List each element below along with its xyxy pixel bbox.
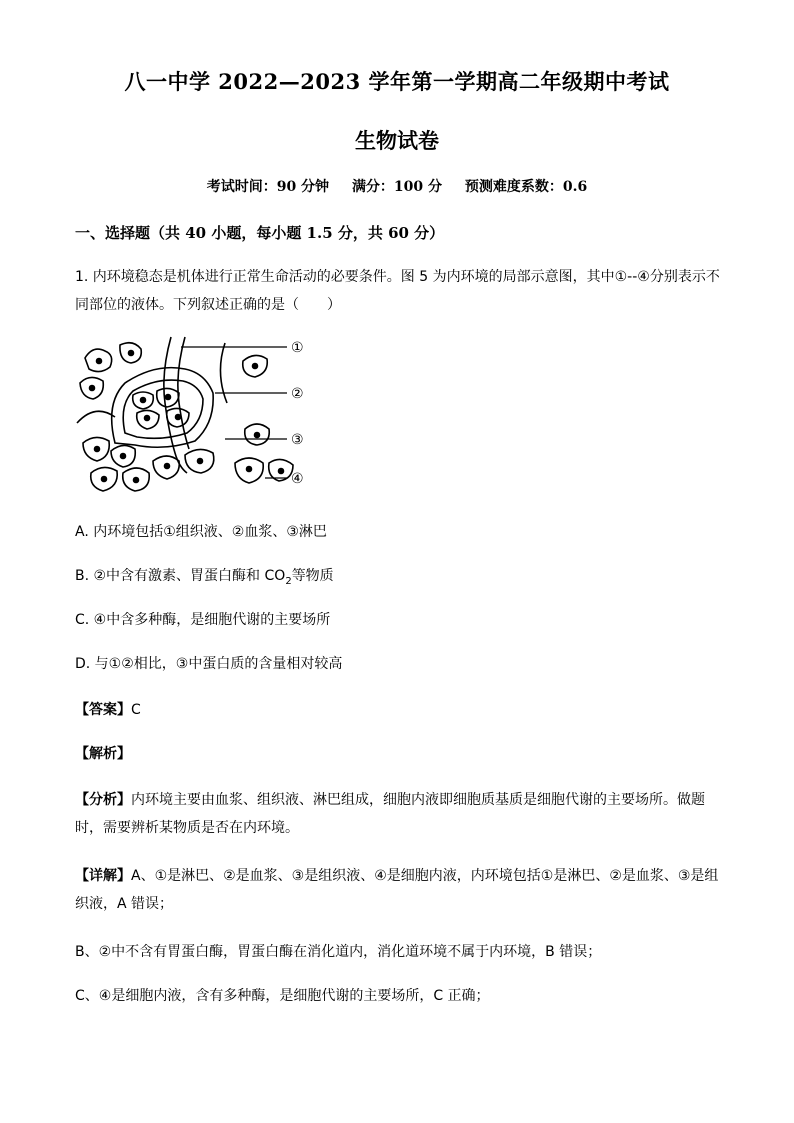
detail-tag: 【详解】 <box>75 868 131 884</box>
detail-paragraph <box>75 862 725 918</box>
option-a: A. 内环境包括①组织液、②血浆、③淋巴 <box>75 524 327 540</box>
detail-line-b: B、②中不含有胃蛋白酶，胃蛋白酶在消化道内，消化道环境不属于内环境，B 错误； <box>75 944 602 960</box>
detail-text: A、①是淋巴、②是血浆、③是组织液、④是细胞内液，内环境包括①是淋巴、②是血浆、③是组织液，A 错误； <box>75 868 719 912</box>
option-b-suffix: 等物质 <box>291 568 334 584</box>
analysis-title: 【解析】 <box>75 746 131 762</box>
option-d: D. 与①②相比，③中蛋白质的含量相对较高 <box>75 656 343 672</box>
answer-value: C <box>131 702 141 718</box>
exam-score: 满分：100 分 <box>351 179 443 195</box>
figure-label-4: ④ <box>291 471 304 487</box>
option-b-text: B. ②中含有激素、胃蛋白酶和 CO <box>75 568 286 584</box>
option-b <box>75 565 334 587</box>
analysis-tag: 【分析】 <box>75 792 131 808</box>
figure-label-1: ① <box>291 340 304 356</box>
analysis-text: 内环境主要由血浆、组织液、淋巴组成，细胞内液即细胞质基质是细胞代谢的主要场所。做题时，需要辨析某物质是否在内环境。 <box>75 792 705 836</box>
exam-time: 考试时间：90 分钟 <box>206 179 330 195</box>
leader-lines <box>181 347 287 478</box>
analysis-paragraph <box>75 786 725 842</box>
detail-line-c: C、④是细胞内液，含有多种酶，是细胞代谢的主要场所，C 正确； <box>75 988 490 1004</box>
answer-tag: 【答案】 <box>75 702 131 718</box>
option-b-subscript: 2 <box>285 575 292 587</box>
section-title: 一、选择题（共 40 小题，每小题 1.5 分，共 60 分） <box>75 224 445 242</box>
figure-label-3: ③ <box>291 432 304 448</box>
exam-info <box>0 176 794 196</box>
exam-difficulty: 预测难度系数：0.6 <box>464 179 588 195</box>
figure-label-2: ② <box>291 386 304 402</box>
exam-subtitle: 生物试卷 <box>355 128 439 153</box>
capillary <box>112 368 214 448</box>
exam-title: 八一中学 2022—2023 学年第一学期高二年级期中考试 <box>124 69 670 94</box>
answer-line <box>75 699 141 719</box>
question-stem: 1. 内环境稳态是机体进行正常生命活动的必要条件。图 5 为内环境的局部示意图，其中①--④分别表示不同部位的液体。下列叙述正确的是（ ） <box>75 269 720 313</box>
option-c: C. ④中含多种酶，是细胞代谢的主要场所 <box>75 612 331 628</box>
internal-environment-diagram <box>75 333 315 498</box>
